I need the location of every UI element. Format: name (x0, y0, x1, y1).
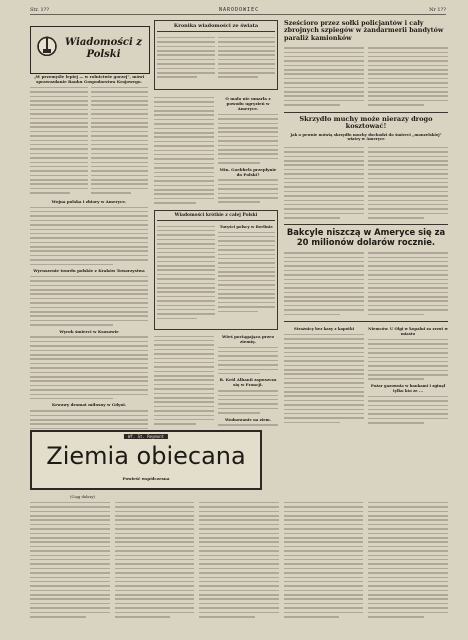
serial-body (30, 494, 448, 626)
ship-emblem-icon (34, 31, 60, 59)
feature-subtitle: Powieść współczesna (122, 476, 170, 481)
heading-tourdu: Wyruszenie tourdu polskie z Kraków Towarzystwa (33, 268, 145, 274)
heading-krwawy-dramat: Krwawy dramat miłosny w Gdyni. (51, 402, 127, 408)
heading-bakcyle: Bakcyle niszczą w Ameryce się za 20 milionów dolarów rocznie. (286, 227, 446, 247)
page-number-right: Nr 1?? (429, 7, 446, 13)
column1-body-a (30, 84, 148, 197)
heading-skrzydlo: Skrzydło muchy może nierazy drogo kosztować! (299, 114, 433, 131)
column-2 (154, 20, 278, 428)
heading-pozar: Pożar gazownia w bankami i zginął tylko kto ze ... (370, 382, 446, 393)
heading-wojna-polska: Wojna polska i zbiory w Ameryce. (51, 198, 127, 204)
masthead-title: NARODOWIEC (218, 7, 260, 13)
feature-title: Ziemia obiecana (46, 442, 246, 470)
krotkie-title: Wiadomości krótkie z całej Polski (157, 213, 275, 221)
feature-author-tag: Wf. St. Reymont (124, 434, 168, 439)
column1-body-d (30, 336, 148, 399)
page-header (30, 6, 446, 15)
heading-wyrok: Wyrok śmierci w Ksosowie (59, 328, 119, 334)
heading-turysci: Turyści polscy w Berlinie (219, 223, 273, 229)
heading-wodnowanie: Wodnowanie na ziem. (225, 416, 271, 422)
wiadomosci-krotkie-box (154, 210, 278, 330)
page-number-left: Str. 1?? (30, 7, 49, 13)
heading-o-malo: O mało nie umarła z powodu ugryzień w Ameryce. (225, 96, 271, 111)
kronika-box (154, 20, 278, 90)
heading-goebbels: Min. Goebbels przepłynie do Polski? (219, 166, 277, 177)
column-3 (284, 20, 448, 428)
column1-body-c (30, 276, 148, 326)
heading-straznicy: Strażnicy bez kasy z kapotki (293, 326, 355, 332)
logo-title: Wiadomości z Polski (65, 37, 142, 60)
heading-krol-albanii: B. Król Albanii zapuszcza się w Francji. (219, 377, 277, 388)
column1-subtitle: „W przemyśle lepiej — w rolnictwie gorzej", mówi sprawozdanie Banku Gospodarstwa Krajowego. (33, 74, 145, 84)
heading-wies: Wieś pociągająca przez ziemię. (222, 333, 274, 344)
serial-section: (Ciąg dalszy) (70, 494, 95, 499)
heading-niemcow: Niemców. U Olgi w kopalni za zrzut w miasto (368, 326, 448, 337)
subheading-skrzydlo: Jak o pewnie mówią skrzydło muchy dochodzi do śmierci „monzelskiej" wiatry w Ameryce (290, 131, 442, 142)
column1-body-b (30, 207, 148, 266)
heading-szescioro: Sześcioro przez sołki policjantów i cały zbrojnych szpiegów w żandarmerii bandytów paraliż kamionków (284, 20, 444, 42)
ziemia-obiecana-header (30, 430, 262, 490)
wiadomosci-z-polski-logo (30, 26, 150, 74)
kronika-title: Kronika wiadomości ze świata (157, 23, 275, 32)
